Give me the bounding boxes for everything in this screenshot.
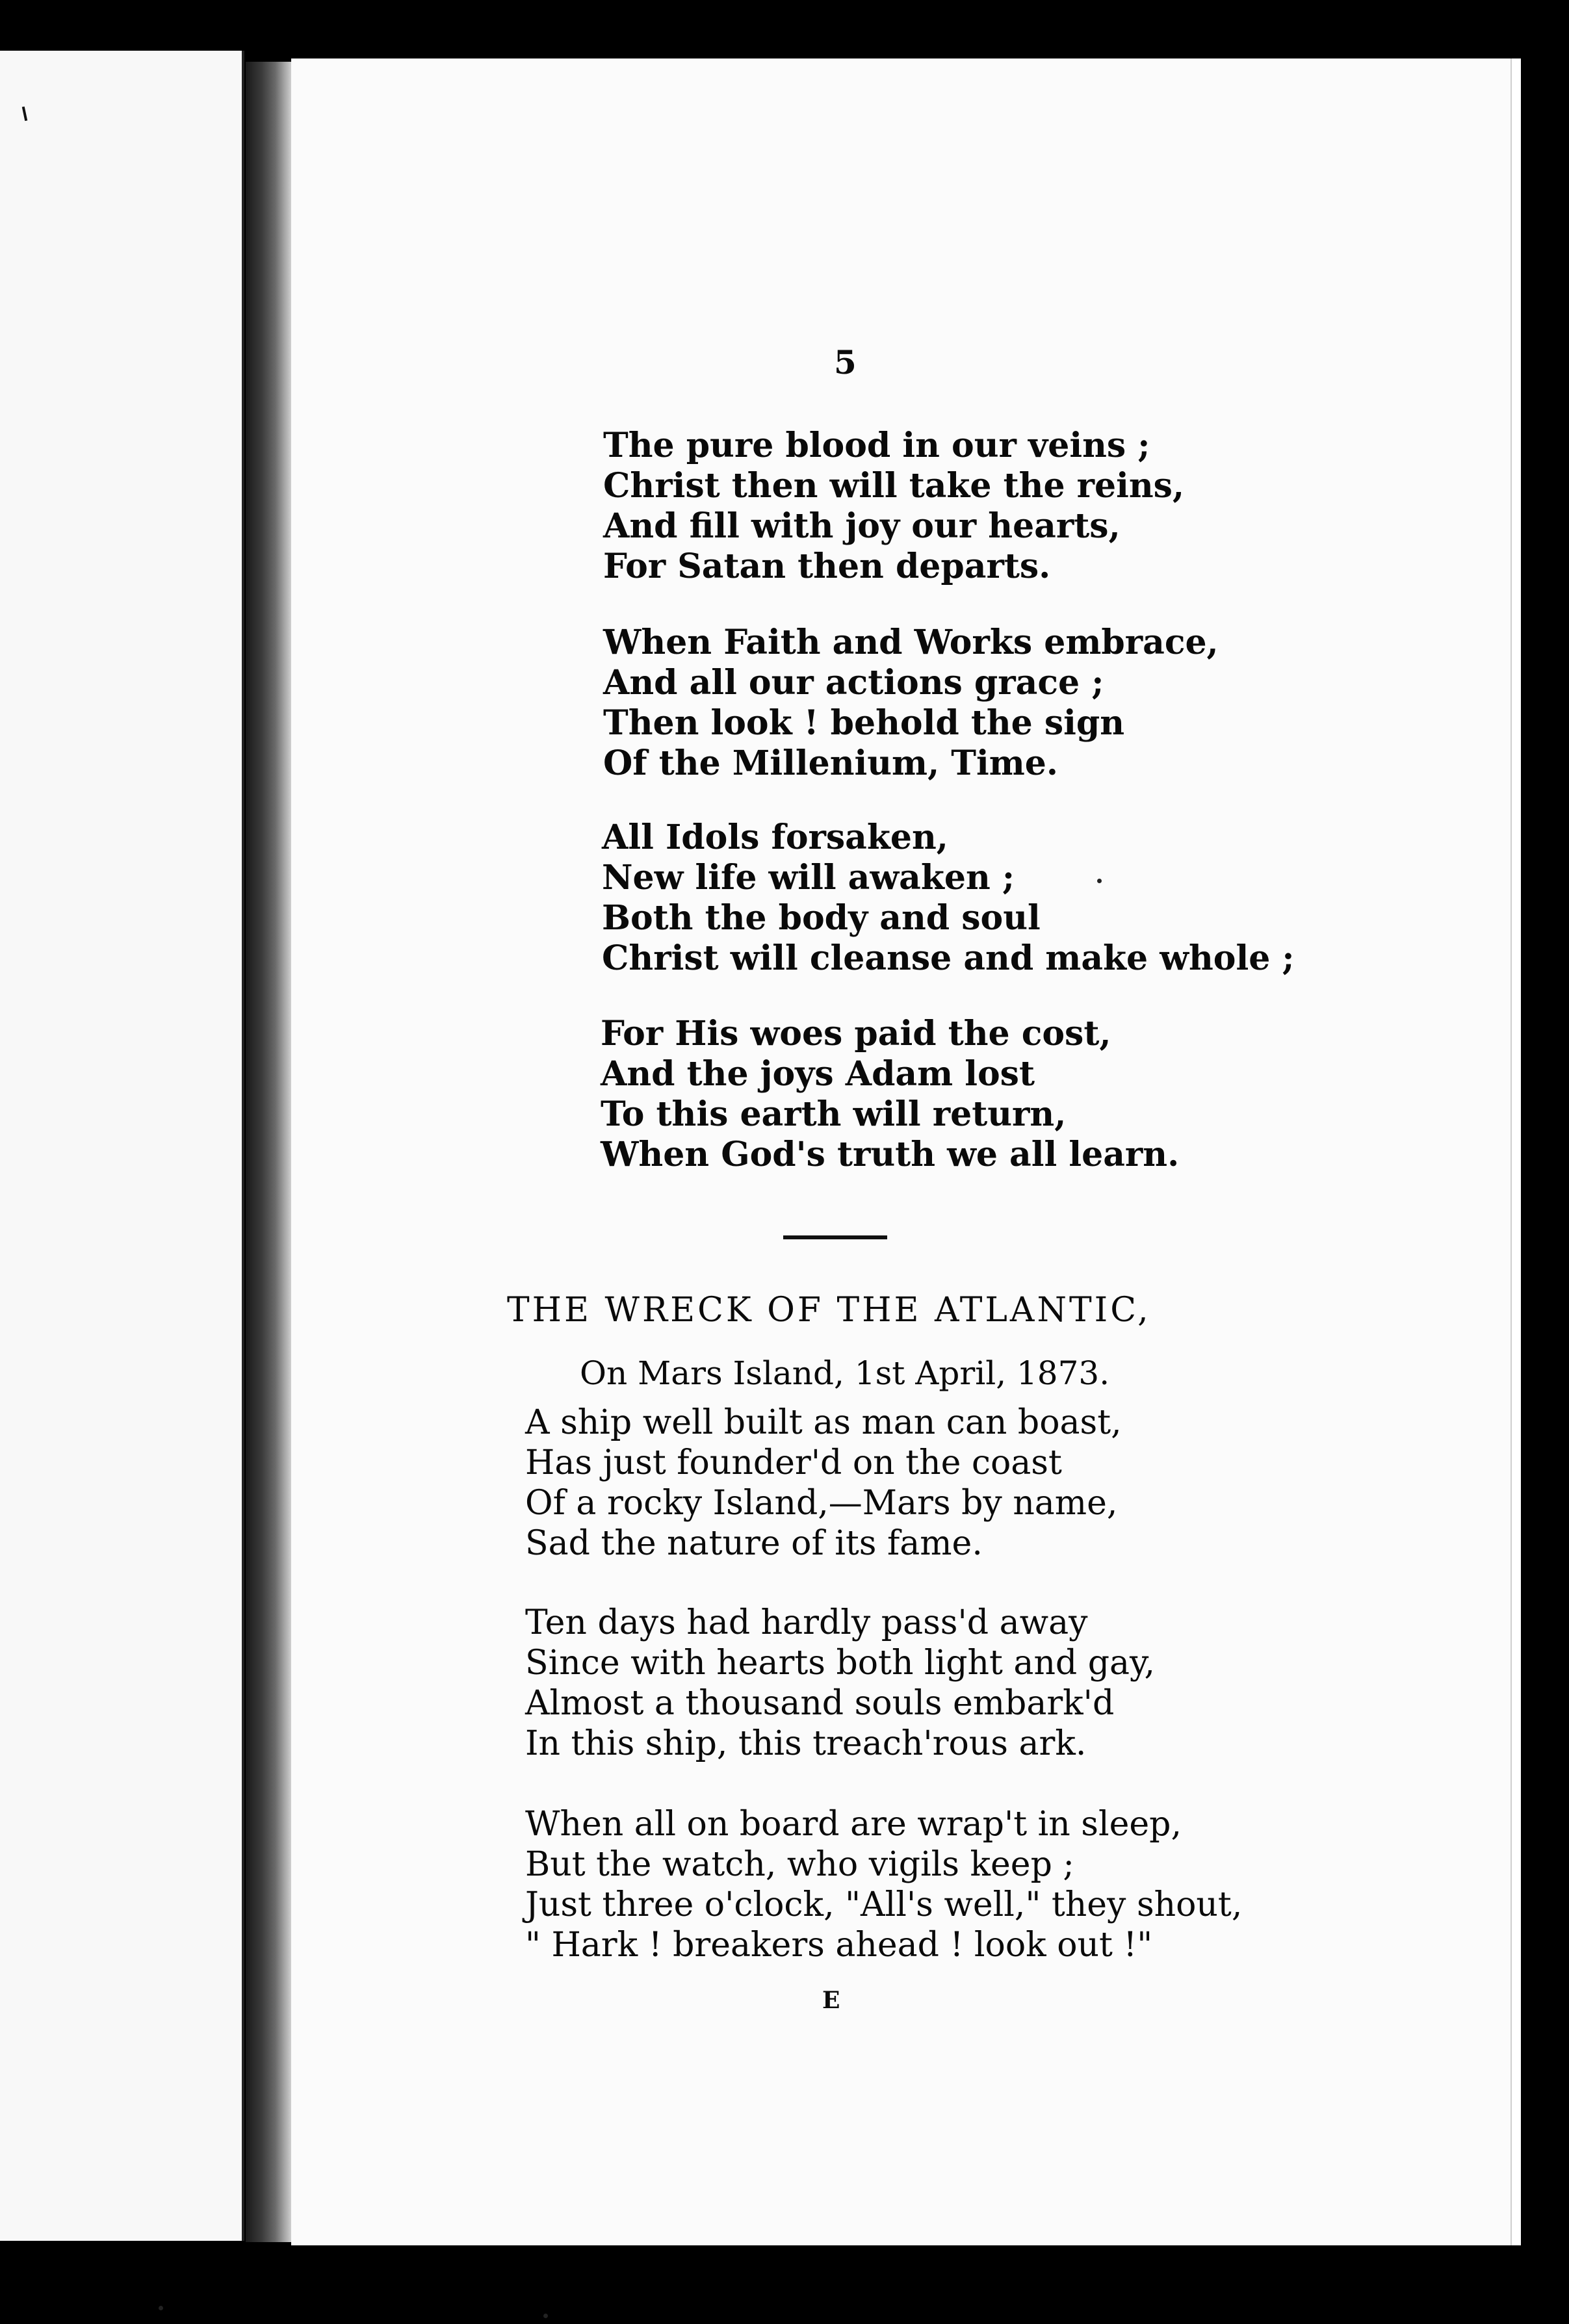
verse-line: When God's truth we all learn.	[601, 1135, 1180, 1174]
poem-stanza	[525, 1804, 1242, 1965]
scan-speck	[159, 2306, 163, 2310]
verse-line: Ten days had hardly pass'd away	[525, 1603, 1088, 1642]
page-edge	[1511, 58, 1521, 2245]
verse-line: " Hark ! breakers ahead ! look out !"	[525, 1926, 1153, 1965]
poem-stanza	[602, 818, 1295, 979]
verse-line: All Idols forsaken,	[602, 818, 948, 857]
verse-line: To this earth will return,	[601, 1094, 1067, 1134]
verse-line: And the joys Adam lost	[601, 1054, 1035, 1094]
verse-line: Has just founder'd on the coast	[525, 1443, 1062, 1482]
verse-line: Christ will cleanse and make whole ;	[602, 938, 1295, 978]
poem-stanza	[525, 1402, 1122, 1564]
verse-line: Since with hearts both light and gay,	[525, 1644, 1156, 1683]
binding-gutter	[246, 62, 291, 2242]
section-divider	[783, 1235, 887, 1239]
poem-stanza	[601, 1014, 1179, 1175]
verse-line: Sad the nature of its fame.	[525, 1524, 983, 1563]
ink-mark	[22, 107, 27, 121]
verse-line: Almost a thousand souls embark'd	[525, 1684, 1115, 1723]
poem-stanza	[603, 426, 1184, 587]
verse-line: Both the body and soul	[602, 898, 1041, 938]
signature-mark: E	[822, 1987, 840, 2014]
verse-line: New life will awaken ;	[602, 858, 1015, 897]
verse-line: In this ship, this treach'rous ark.	[525, 1724, 1087, 1763]
verse-line: For Satan then departs.	[603, 547, 1051, 586]
verse-line: When all on board are wrap't in sleep,	[525, 1805, 1182, 1844]
verse-line: Just three o'clock, "All's well," they shout,	[525, 1885, 1243, 1924]
verse-line: The pure blood in our veins ;	[603, 426, 1150, 465]
verse-line: When Faith and Works embrace,	[603, 623, 1219, 662]
verse-line: And all our actions grace ;	[603, 663, 1104, 703]
scan-speck	[543, 2314, 548, 2318]
poem-stanza	[525, 1603, 1155, 1764]
verse-line: Christ then will take the reins,	[603, 466, 1185, 506]
verse-line: A ship well built as man can boast,	[525, 1403, 1122, 1442]
page-number: 5	[834, 343, 857, 381]
verse-line: Then look ! behold the sign	[603, 703, 1125, 743]
verse-line: Of a rocky Island,—Mars by name,	[525, 1484, 1118, 1523]
facing-page-fragment	[0, 51, 244, 2241]
poem-subtitle: On Mars Island, 1st April, 1873.	[580, 1354, 1110, 1392]
verse-line: But the watch, who vigils keep ;	[525, 1845, 1074, 1884]
verse-line: Of the Millenium, Time.	[603, 743, 1058, 783]
poem-stanza	[603, 623, 1219, 784]
verse-line: And fill with joy our hearts,	[603, 506, 1121, 546]
poem-title: THE WRECK OF THE ATLANTIC,	[507, 1291, 1151, 1330]
verse-line: For His woes paid the cost,	[601, 1014, 1111, 1053]
